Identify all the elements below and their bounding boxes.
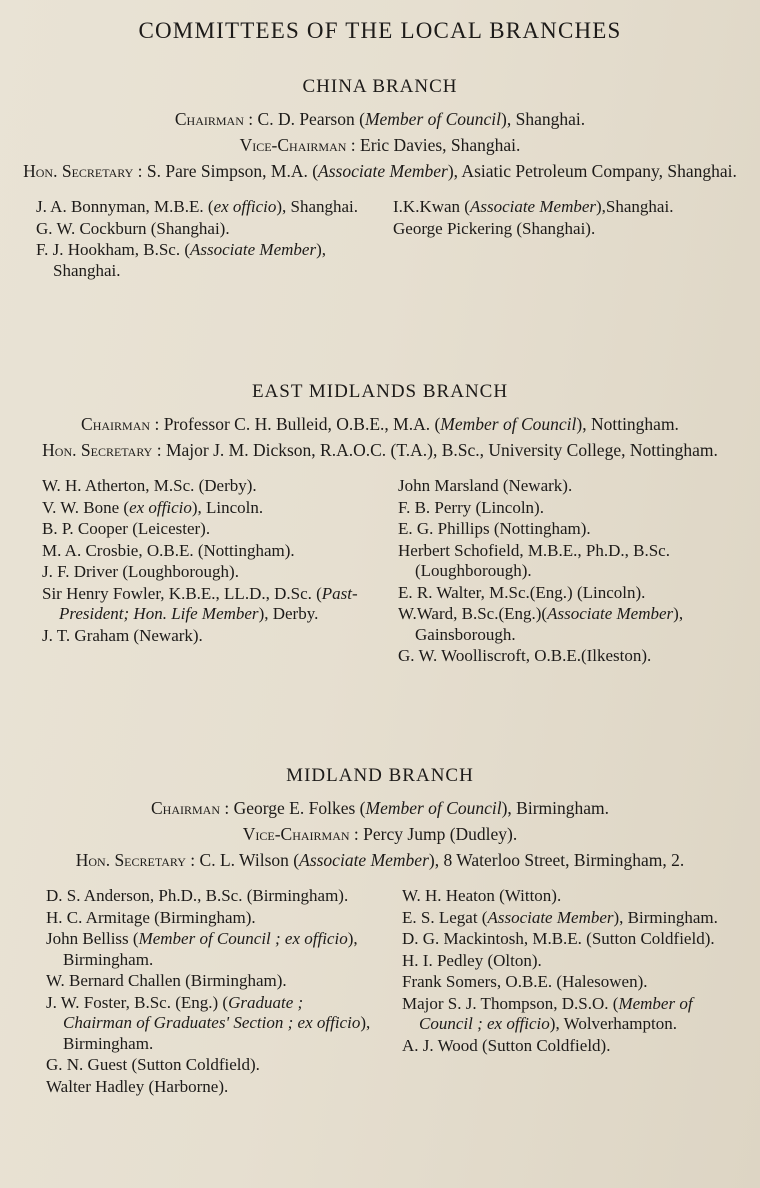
- midland-branch-section: [0, 765, 760, 1098]
- member-entry: [42, 562, 372, 583]
- member-entry: [42, 626, 372, 647]
- entry-text: G. W. Cockburn (Shanghai).: [36, 218, 230, 238]
- officer-name: C. L. Wilson (: [199, 850, 300, 870]
- entry-text: W. H. Atherton, M.Sc. (Derby).: [42, 476, 257, 495]
- entry-text: John Belliss (: [46, 929, 139, 948]
- officer-name: Eric Davies, Shanghai.: [360, 135, 521, 155]
- officer-italic: Member of Council: [440, 414, 577, 434]
- entry-text: Major S. J. Thompson, D.S.O. (: [402, 993, 619, 1013]
- entry-text: G. W. Woolliscroft, O.B.E.(Ilkeston).: [398, 646, 652, 665]
- member-entry: [46, 886, 376, 907]
- member-entry: [42, 476, 372, 497]
- entry-text: J. W. Foster, B.Sc. (Eng.) (: [46, 992, 229, 1012]
- entry-text: W.Ward, B.Sc.(Eng.)(: [398, 604, 548, 623]
- members-left-column: [46, 886, 376, 1098]
- member-entry: [42, 498, 372, 519]
- entry-rest: ),Shanghai.: [596, 197, 674, 216]
- entry-text: F. B. Perry (Lincoln).: [398, 497, 544, 517]
- member-entry: [46, 993, 376, 1055]
- entry-text: H. C. Armitage (Birmingham).: [46, 907, 256, 927]
- entry-rest: ), Derby.: [258, 604, 319, 623]
- entry-rest: ), Gainsborough.: [415, 604, 684, 644]
- members-left-column: [36, 197, 366, 282]
- entry-text: Frank Somers, O.B.E. (Halesowen).: [402, 972, 648, 991]
- member-entry: [46, 908, 376, 929]
- entry-text: Herbert Schofield, M.B.E., Ph.D., B.Sc. (Loughborough).: [398, 540, 670, 580]
- member-entry: [398, 646, 738, 667]
- officer-rest: ), Asiatic Petroleum Company, Shanghai.: [447, 161, 737, 181]
- member-entry: [36, 197, 366, 218]
- officer-italic: Associate Member: [299, 850, 429, 870]
- officer-italic: Member of Council: [364, 109, 502, 129]
- member-entry: [402, 908, 742, 929]
- branch-heading: CHINA BRANCH: [302, 76, 458, 97]
- officer-rest: ), Shanghai.: [501, 109, 586, 129]
- entry-text: E. S. Legat (: [402, 907, 488, 927]
- officer-rest: ), Nottingham.: [576, 414, 679, 434]
- entry-text: W. H. Heaton (Witton).: [402, 886, 562, 905]
- member-entry: [42, 519, 372, 540]
- page-title: COMMITTEES OF THE LOCAL BRANCHES: [138, 18, 622, 43]
- member-entry: [398, 519, 738, 540]
- members-right-column: [398, 476, 738, 668]
- member-entry: [36, 240, 366, 281]
- entry-italic: Past-President; Hon. Life Member: [59, 583, 358, 623]
- officer-name: S. Pare Simpson, M.A. (: [146, 161, 319, 181]
- officer-role: Chairman: [81, 414, 151, 434]
- member-entry: [46, 971, 376, 992]
- member-entry: [46, 1055, 376, 1076]
- east-midlands-branch-section: [0, 381, 760, 668]
- china-branch-section: [0, 76, 760, 282]
- entry-italic: Associate Member: [469, 197, 597, 216]
- entry-rest: ), Shanghai.: [53, 240, 326, 280]
- officer-sep: :: [220, 798, 234, 818]
- officer-rest: ), 8 Waterloo Street, Birmingham, 2.: [428, 850, 685, 870]
- entry-italic: ex officio: [213, 197, 277, 216]
- officer-name: C. D. Pearson (: [257, 109, 365, 129]
- officer-line: [0, 108, 760, 131]
- member-entry: [398, 541, 738, 582]
- member-entry: [402, 886, 742, 907]
- officer-line: [0, 160, 760, 183]
- members-left-column: [42, 476, 372, 668]
- entry-text: E. G. Phillips (Nottingham).: [398, 519, 591, 538]
- entry-text: W. Bernard Challen (Birmingham).: [46, 971, 287, 990]
- entry-italic: Associate Member: [487, 907, 614, 927]
- officer-role: Vice-Chairman: [242, 824, 350, 844]
- entry-text: J. T. Graham (Newark).: [42, 625, 203, 645]
- entry-text: J. F. Driver (Loughborough).: [42, 562, 239, 581]
- member-entry: [398, 498, 738, 519]
- member-entry: [402, 972, 742, 993]
- member-entry: [46, 1077, 376, 1098]
- member-entry: [42, 584, 372, 625]
- entry-rest: ), Lincoln.: [191, 497, 264, 517]
- entry-rest: ), Birmingham.: [63, 929, 358, 969]
- member-entry: [402, 929, 742, 950]
- officer-role: Hon. Secretary: [23, 161, 134, 181]
- entry-text: F. J. Hookham, B.Sc. (: [36, 240, 191, 259]
- officer-sep: :: [346, 135, 361, 155]
- officer-sep: :: [152, 440, 166, 460]
- member-entry: [402, 951, 742, 972]
- entry-text: D. S. Anderson, Ph.D., B.Sc. (Birmingham).: [46, 886, 349, 905]
- entry-rest: ), Birmingham.: [613, 907, 718, 927]
- entry-text: D. G. Mackintosh, M.B.E. (Sutton Coldfield).: [402, 929, 715, 948]
- member-entry: [402, 1036, 742, 1057]
- entry-text: Walter Hadley (Harborne).: [46, 1076, 229, 1096]
- officer-role: Vice-Chairman: [239, 135, 347, 155]
- entry-italic: Associate Member: [547, 604, 674, 623]
- officer-line: [0, 797, 760, 820]
- entry-text: Sir Henry Fowler, K.B.E., LL.D., D.Sc. (: [42, 583, 322, 603]
- officer-line: [0, 413, 760, 436]
- members-right-column: [402, 886, 742, 1098]
- officer-italic: Associate Member: [318, 161, 448, 181]
- officer-name: Major J. M. Dickson, R.A.O.C. (T.A.), B.Sc., University College, Nottingham.: [165, 440, 718, 460]
- officer-line: [0, 439, 760, 462]
- officer-sep: :: [133, 161, 147, 181]
- member-columns: [0, 476, 760, 668]
- officer-role: Hon. Secretary: [42, 440, 153, 460]
- officer-line: [0, 823, 760, 846]
- entry-italic: Member of Council ; ex officio: [138, 929, 348, 948]
- officer-role: Chairman: [150, 798, 220, 818]
- officer-role: Hon. Secretary: [75, 850, 186, 870]
- entry-text: I.K.Kwan (: [393, 197, 470, 216]
- members-right-column: [393, 197, 733, 282]
- entry-text: H. I. Pedley (Olton).: [402, 950, 542, 970]
- officer-rest: ), Birmingham.: [501, 798, 610, 818]
- entry-text: John Marsland (Newark).: [398, 476, 573, 495]
- member-entry: [36, 219, 366, 240]
- entry-rest: ), Shanghai.: [276, 197, 359, 216]
- officer-role: Chairman: [174, 109, 244, 129]
- member-entry: [393, 197, 733, 218]
- officer-sep: :: [349, 824, 364, 844]
- entry-text: V. W. Bone (: [42, 497, 130, 517]
- entry-text: George Pickering (Shanghai).: [393, 218, 596, 238]
- member-entry: [402, 994, 742, 1035]
- entry-rest: ), Birmingham.: [63, 1013, 371, 1053]
- entry-text: J. A. Bonnyman, M.B.E. (: [36, 197, 214, 216]
- member-entry: [398, 476, 738, 497]
- entry-rest: ), Wolverhampton.: [549, 1014, 677, 1033]
- entry-text: A. J. Wood (Sutton Coldfield).: [402, 1035, 611, 1055]
- entry-text: M. A. Crosbie, O.B.E. (Nottingham).: [42, 540, 295, 560]
- entry-text: E. R. Walter, M.Sc.(Eng.) (Lincoln).: [398, 582, 646, 602]
- entry-italic: ex officio: [129, 497, 192, 517]
- officer-name: George E. Folkes (: [233, 798, 366, 818]
- member-entry: [46, 929, 376, 970]
- officer-line: [0, 134, 760, 157]
- officer-name: Professor C. H. Bulleid, O.B.E., M.A. (: [163, 414, 441, 434]
- member-columns: [0, 197, 760, 282]
- entry-italic: Member of Council ; ex officio: [419, 993, 693, 1033]
- member-entry: [393, 219, 733, 240]
- entry-text: G. N. Guest (Sutton Coldfield).: [46, 1055, 260, 1074]
- entry-italic: Associate Member: [190, 240, 317, 259]
- officer-sep: :: [150, 414, 164, 434]
- entry-italic: Graduate ; Chairman of Graduates' Section ; ex officio: [63, 992, 361, 1032]
- officer-name: Percy Jump (Dudley).: [363, 824, 518, 844]
- member-entry: [42, 541, 372, 562]
- officer-italic: Member of Council: [365, 798, 502, 818]
- officer-line: [0, 849, 760, 872]
- branch-heading: MIDLAND BRANCH: [286, 765, 474, 786]
- member-entry: [398, 583, 738, 604]
- member-entry: [398, 604, 738, 645]
- officer-sep: :: [185, 850, 200, 870]
- officer-sep: :: [243, 109, 258, 129]
- member-columns: [0, 886, 760, 1098]
- branch-heading: EAST MIDLANDS BRANCH: [251, 381, 509, 402]
- entry-text: B. P. Cooper (Leicester).: [42, 519, 211, 538]
